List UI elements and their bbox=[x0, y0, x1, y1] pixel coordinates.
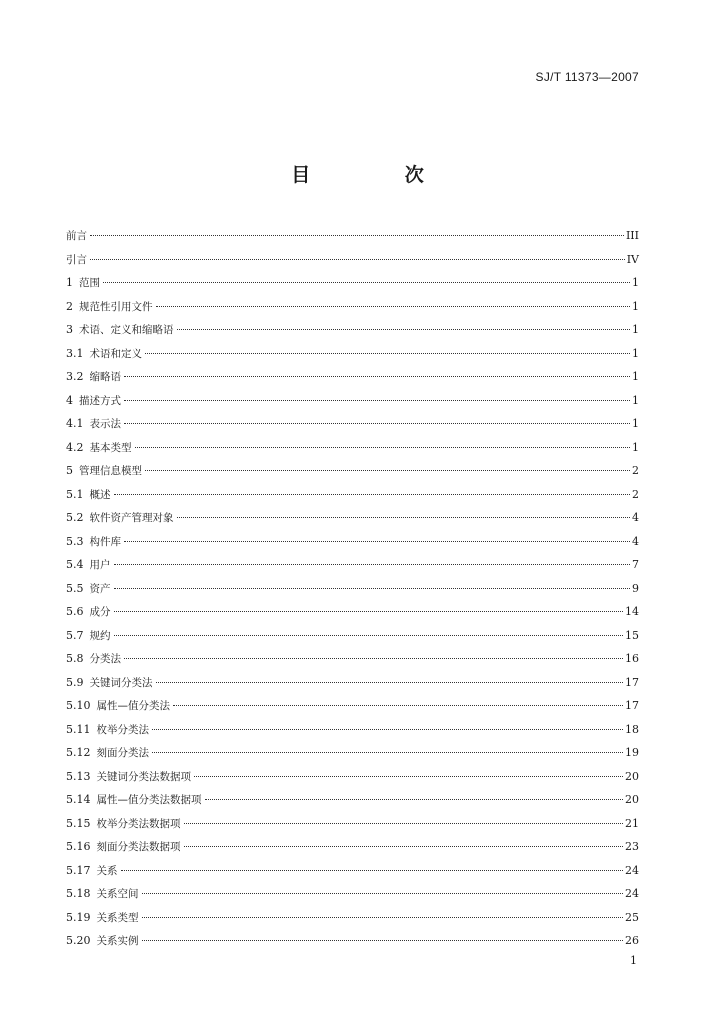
toc-entry[interactable] bbox=[66, 506, 639, 530]
toc-entry-label: 缩略语 bbox=[89, 371, 121, 383]
toc-dot-leader bbox=[114, 611, 624, 612]
toc-entry-page: 21 bbox=[625, 816, 639, 830]
toc-dot-leader bbox=[114, 588, 631, 589]
toc-entry-page: 16 bbox=[625, 652, 639, 665]
toc-entry-label: 属性—值分类法数据项 bbox=[96, 794, 202, 806]
toc-entry-number: 5.11 bbox=[66, 722, 91, 736]
toc-entry-page: 2 bbox=[632, 487, 639, 501]
document-code: SJ/T 11373—2007 bbox=[535, 70, 639, 84]
toc-entry-number: 3.1 bbox=[66, 346, 84, 360]
toc-entry-page: III bbox=[625, 229, 639, 242]
toc-dot-leader bbox=[124, 376, 630, 377]
toc-entry[interactable] bbox=[66, 788, 639, 812]
toc-dot-leader bbox=[152, 729, 623, 730]
toc-entry-number: 4 bbox=[66, 393, 73, 407]
toc-entry-label: 属性—值分类法 bbox=[96, 700, 170, 712]
toc-entry-page: 19 bbox=[625, 746, 639, 759]
toc-entry-number: 5.8 bbox=[66, 652, 84, 665]
toc-entry[interactable] bbox=[66, 812, 639, 836]
toc-entry[interactable] bbox=[66, 318, 639, 342]
toc-entry-page: 15 bbox=[625, 628, 639, 642]
toc-entry[interactable] bbox=[66, 365, 639, 389]
toc-dot-leader bbox=[90, 235, 624, 236]
toc-entry-label: 术语和定义 bbox=[89, 347, 142, 360]
toc-dot-leader bbox=[114, 635, 624, 636]
toc-dot-leader bbox=[156, 682, 624, 683]
toc-entry-page: 17 bbox=[625, 699, 639, 712]
toc-entry-page: 20 bbox=[625, 793, 639, 806]
toc-dot-leader bbox=[177, 517, 631, 518]
toc-dot-leader bbox=[184, 823, 624, 824]
toc-entry-number: 5.19 bbox=[66, 910, 91, 924]
toc-entry-page: 24 bbox=[625, 863, 639, 877]
toc-dot-leader bbox=[142, 940, 624, 941]
toc-entry-label: 关键词分类法 bbox=[89, 676, 153, 689]
toc-entry-page: 1 bbox=[632, 393, 639, 407]
toc-entry-label: 基本类型 bbox=[89, 441, 132, 454]
toc-entry-label: 枚举分类法数据项 bbox=[96, 817, 181, 830]
toc-entry-label: 管理信息模型 bbox=[79, 465, 142, 477]
toc-entry-page: 9 bbox=[632, 581, 639, 595]
toc-entry[interactable] bbox=[66, 671, 639, 695]
toc-entry-number: 5.14 bbox=[66, 793, 91, 806]
toc-entry[interactable] bbox=[66, 342, 639, 366]
toc-entry-number: 5.5 bbox=[66, 581, 84, 595]
toc-entry-page: 1 bbox=[632, 440, 639, 454]
toc-entry-page: 4 bbox=[632, 511, 639, 524]
toc-entry-page: 7 bbox=[632, 558, 639, 571]
toc-entry-label: 术语、定义和缩略语 bbox=[79, 324, 174, 336]
toc-entry[interactable] bbox=[66, 718, 639, 742]
toc-dot-leader bbox=[156, 306, 631, 307]
toc-list bbox=[66, 224, 639, 953]
toc-entry-label: 范围 bbox=[79, 277, 100, 289]
toc-entry-label: 关键词分类法数据项 bbox=[96, 770, 191, 783]
toc-dot-leader bbox=[173, 705, 623, 706]
toc-entry-page: 1 bbox=[632, 323, 639, 336]
toc-dot-leader bbox=[142, 917, 624, 918]
toc-dot-leader bbox=[124, 423, 630, 424]
toc-entry[interactable] bbox=[66, 295, 639, 319]
toc-entry-number: 5.7 bbox=[66, 628, 84, 642]
toc-entry-page: 24 bbox=[625, 887, 639, 900]
toc-entry-number: 5.16 bbox=[66, 840, 91, 853]
toc-entry-label: 引言 bbox=[66, 253, 87, 266]
toc-entry[interactable] bbox=[66, 906, 639, 930]
toc-entry-page: 20 bbox=[625, 769, 639, 783]
toc-entry-page: 1 bbox=[632, 276, 639, 289]
toc-entry-label: 成分 bbox=[89, 606, 111, 618]
toc-entry[interactable] bbox=[66, 577, 639, 601]
toc-entry-page: 18 bbox=[625, 722, 639, 736]
toc-entry-label: 关系类型 bbox=[96, 911, 139, 924]
toc-dot-leader bbox=[184, 846, 624, 847]
toc-entry-label: 关系空间 bbox=[96, 888, 139, 900]
toc-entry[interactable] bbox=[66, 530, 639, 554]
toc-entry-number: 5.9 bbox=[66, 675, 84, 689]
toc-entry-page: 1 bbox=[632, 417, 639, 430]
toc-dot-leader bbox=[121, 870, 624, 871]
toc-entry-number: 5.10 bbox=[66, 699, 91, 712]
toc-entry-page: 17 bbox=[625, 675, 639, 689]
page-number: 1 bbox=[630, 954, 637, 967]
toc-entry[interactable] bbox=[66, 412, 639, 436]
toc-dot-leader bbox=[124, 658, 623, 659]
toc-dot-leader bbox=[90, 259, 625, 260]
toc-entry-page: 25 bbox=[625, 910, 639, 924]
toc-entry-number: 5.2 bbox=[66, 511, 84, 524]
toc-dot-leader bbox=[145, 353, 630, 354]
toc-dot-leader bbox=[177, 329, 631, 330]
toc-entry[interactable] bbox=[66, 741, 639, 765]
toc-entry-label: 刻面分类法 bbox=[96, 747, 149, 759]
toc-entry[interactable] bbox=[66, 483, 639, 507]
toc-dot-leader bbox=[103, 282, 630, 283]
toc-entry[interactable] bbox=[66, 929, 639, 953]
toc-entry[interactable] bbox=[66, 765, 639, 789]
toc-entry[interactable] bbox=[66, 436, 639, 460]
toc-entry-number: 5.6 bbox=[66, 605, 84, 618]
toc-entry[interactable] bbox=[66, 835, 639, 859]
toc-entry-page: 26 bbox=[625, 934, 639, 947]
toc-entry-number: 5.13 bbox=[66, 769, 91, 783]
toc-entry[interactable] bbox=[66, 647, 639, 671]
toc-entry-number: 5.1 bbox=[66, 487, 84, 501]
toc-entry-page: IV bbox=[626, 252, 639, 266]
toc-dot-leader bbox=[194, 776, 623, 777]
toc-entry-number: 5.3 bbox=[66, 534, 84, 548]
toc-entry-label: 表示法 bbox=[89, 418, 121, 430]
toc-entry-page: 1 bbox=[632, 346, 639, 360]
toc-entry-number: 3 bbox=[66, 323, 73, 336]
toc-entry-number: 5.15 bbox=[66, 816, 91, 830]
toc-entry-number: 5.20 bbox=[66, 934, 91, 947]
toc-entry-label: 描述方式 bbox=[79, 394, 121, 407]
toc-entry-page: 23 bbox=[625, 840, 639, 853]
toc-dot-leader bbox=[135, 447, 631, 448]
toc-entry-number: 5.17 bbox=[66, 863, 91, 877]
toc-entry-page: 1 bbox=[632, 299, 639, 313]
toc-dot-leader bbox=[114, 564, 631, 565]
toc-title: 目 次 bbox=[291, 164, 468, 186]
toc-entry[interactable] bbox=[66, 389, 639, 413]
toc-entry-page: 14 bbox=[625, 605, 639, 618]
toc-entry-number: 1 bbox=[66, 276, 73, 289]
toc-dot-leader bbox=[145, 470, 630, 471]
toc-entry[interactable] bbox=[66, 624, 639, 648]
toc-dot-leader bbox=[124, 541, 630, 542]
toc-dot-leader bbox=[114, 494, 631, 495]
toc-entry-number: 5.12 bbox=[66, 746, 91, 759]
toc-entry-label: 刻面分类法数据项 bbox=[96, 841, 181, 853]
toc-entry-number: 5.18 bbox=[66, 887, 91, 900]
toc-entry[interactable] bbox=[66, 859, 639, 883]
toc-entry-page: 2 bbox=[632, 464, 639, 477]
toc-dot-leader bbox=[142, 893, 624, 894]
toc-entry-label: 前言 bbox=[66, 230, 87, 242]
toc-entry[interactable] bbox=[66, 459, 639, 483]
toc-entry-label: 枚举分类法 bbox=[96, 723, 149, 736]
toc-entry-number: 3.2 bbox=[66, 370, 84, 383]
toc-entry[interactable] bbox=[66, 553, 639, 577]
toc-entry-label: 关系实例 bbox=[96, 935, 139, 947]
toc-entry[interactable] bbox=[66, 224, 639, 248]
toc-entry-page: 4 bbox=[632, 534, 639, 548]
toc-entry[interactable] bbox=[66, 694, 639, 718]
toc-entry-label: 关系 bbox=[96, 864, 118, 877]
toc-entry-page: 1 bbox=[632, 370, 639, 383]
toc-entry-number: 4.1 bbox=[66, 417, 84, 430]
toc-entry-label: 规范性引用文件 bbox=[79, 300, 153, 313]
toc-entry-number: 5.4 bbox=[66, 558, 84, 571]
toc-dot-leader bbox=[124, 400, 630, 401]
toc-entry-number: 4.2 bbox=[66, 440, 84, 454]
toc-entry[interactable] bbox=[66, 882, 639, 906]
toc-dot-leader bbox=[152, 752, 623, 753]
toc-entry[interactable] bbox=[66, 271, 639, 295]
toc-entry-number: 2 bbox=[66, 299, 73, 313]
toc-entry-label: 用户 bbox=[89, 559, 111, 571]
toc-entry[interactable] bbox=[66, 600, 639, 624]
toc-entry-label: 分类法 bbox=[89, 653, 121, 665]
toc-entry-label: 构件库 bbox=[89, 535, 121, 548]
toc-entry-label: 概述 bbox=[89, 488, 111, 501]
toc-entry-label: 规约 bbox=[89, 629, 111, 642]
toc-entry-label: 资产 bbox=[89, 582, 111, 595]
toc-entry-number: 5 bbox=[66, 464, 73, 477]
toc-entry[interactable] bbox=[66, 248, 639, 272]
toc-dot-leader bbox=[205, 799, 624, 800]
toc-entry-label: 软件资产管理对象 bbox=[89, 512, 174, 524]
